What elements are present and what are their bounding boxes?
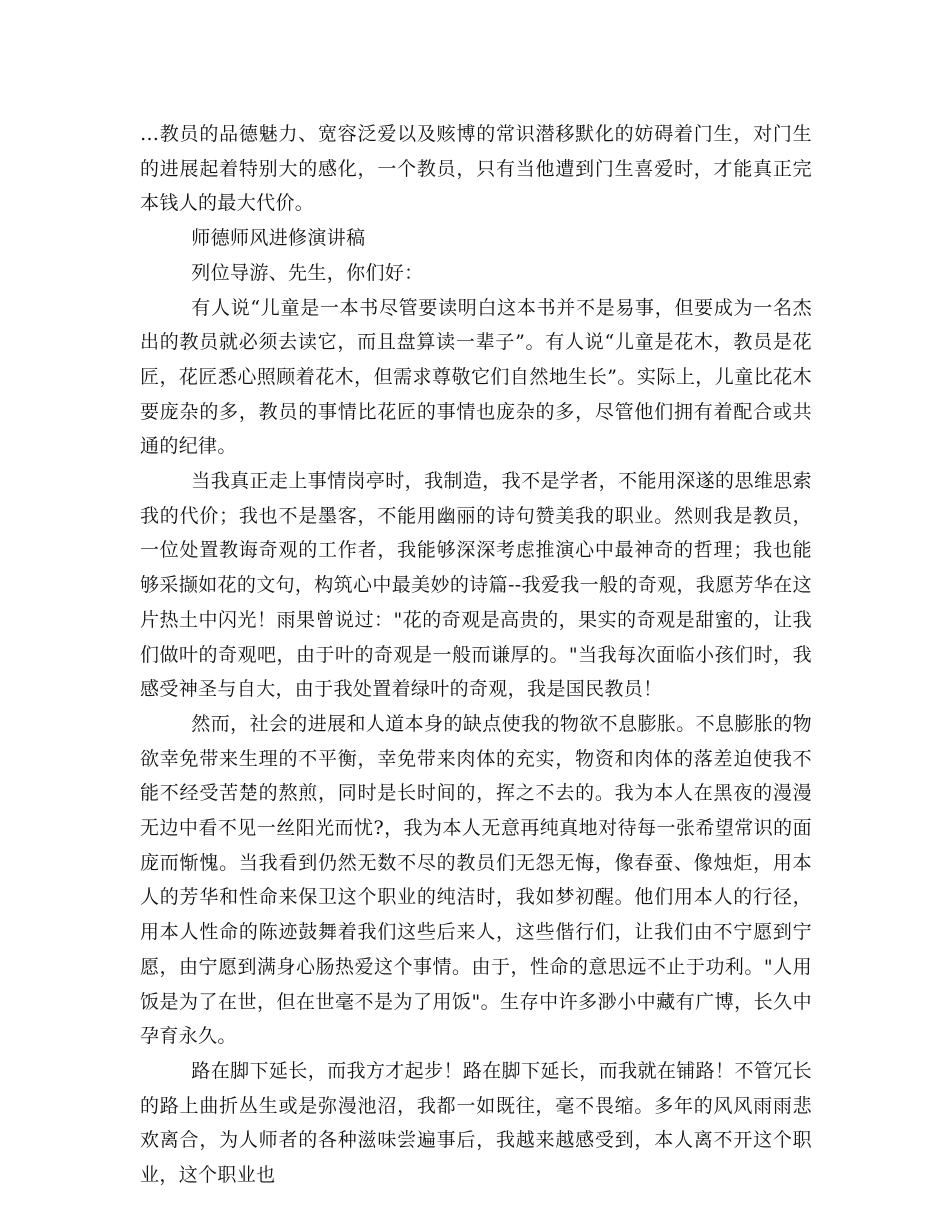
document-body: [140, 117, 812, 1193]
paragraph-continuation: …教员的品德魅力、宽容泛爱以及赅博的常识潜移默化的妨碍着门生，对门生的进展起着特别大的感化，一个教员，只有当他遭到门生喜爱时，才能真正完本钱人的最大代价。: [140, 123, 812, 215]
paragraph-material-desire: 然而，社会的进展和人道本身的缺点使我的物欲不息膨胀。不息膨胀的物欲幸免带来生理的不平衡，幸免带来肉体的充实，物资和肉体的落差迫使我不能不经受苦楚的熬煎，同时是长时间的，挥之不去的。我为本人在黑夜的漫漫无边中看不见一丝阳光而忧?，我为本人无意再纯真地对待每一张希望常识的面庞而惭愧。当我看到仍然无数不尽的教员们无怨无悔，像春蚕、像烛炬，用本人的芳华和性命来保卫这个职业的纯洁时，我如梦初醒。他们用本人的行径，用本人性命的陈迹鼓舞着我们这些后来人，这些偕行们，让我们由不宁愿到宁愿，由宁愿到满身心肠热爱这个事情。由于，性命的意思远不止于功利。"人用饭是为了在世，但在世毫不是为了用饭"。生存中许多渺小中藏有广博，长久中孕育永久。: [140, 712, 812, 1048]
speech-title: 师德师风进修演讲稿: [191, 227, 366, 250]
salutation: 列位导游、先生，你们好：: [191, 261, 424, 284]
paragraph-road-ahead: 路在脚下延长，而我方才起步！路在脚下延长，而我就在铺路！不管冗长的路上曲折丛生或是弥漫池沼，我都一如既往，毫不畏缩。多年的风风雨雨悲欢离合，为人师者的各种滋味尝遍事后，我越来越感受到，本人离不开这个职业，这个职业也: [140, 1059, 812, 1187]
paragraph-children-as-book: 有人说“儿童是一本书尽管要读明白这本书并不是易事，但要成为一名杰出的教员就必须去读它，而且盘算读一辈子”。有人说“儿童是花木，教员是花匠，花匠悉心照顾着花木，但需求尊敬它们自然地生长”。实际上，儿童比花木要庞杂的多，教员的事情比花匠的事情也庞杂的多，尽管他们拥有着配合或共通的纪律。: [140, 296, 812, 458]
paragraph-taking-the-post: 当我真正走上事情岗亭时，我制造，我不是学者，不能用深遂的思维思索我的代价；我也不是墨客，不能用幽丽的诗句赞美我的职业。然则我是教员，一位处置教诲奇观的工作者，我能够深深考虑推演心中最神奇的哲理；我也能够采撷如花的文句，构筑心中最美妙的诗篇--我爱我一般的奇观，我愿芳华在这片热土中闪光！雨果曾说过："花的奇观是高贵的，果实的奇观是甜蜜的，让我们做叶的奇观吧，由于叶的奇观是一般而谦厚的。"当我每次面临小孩们时，我感受神圣与自大，由于我处置着绿叶的奇观，我是国民教员！: [140, 470, 812, 701]
